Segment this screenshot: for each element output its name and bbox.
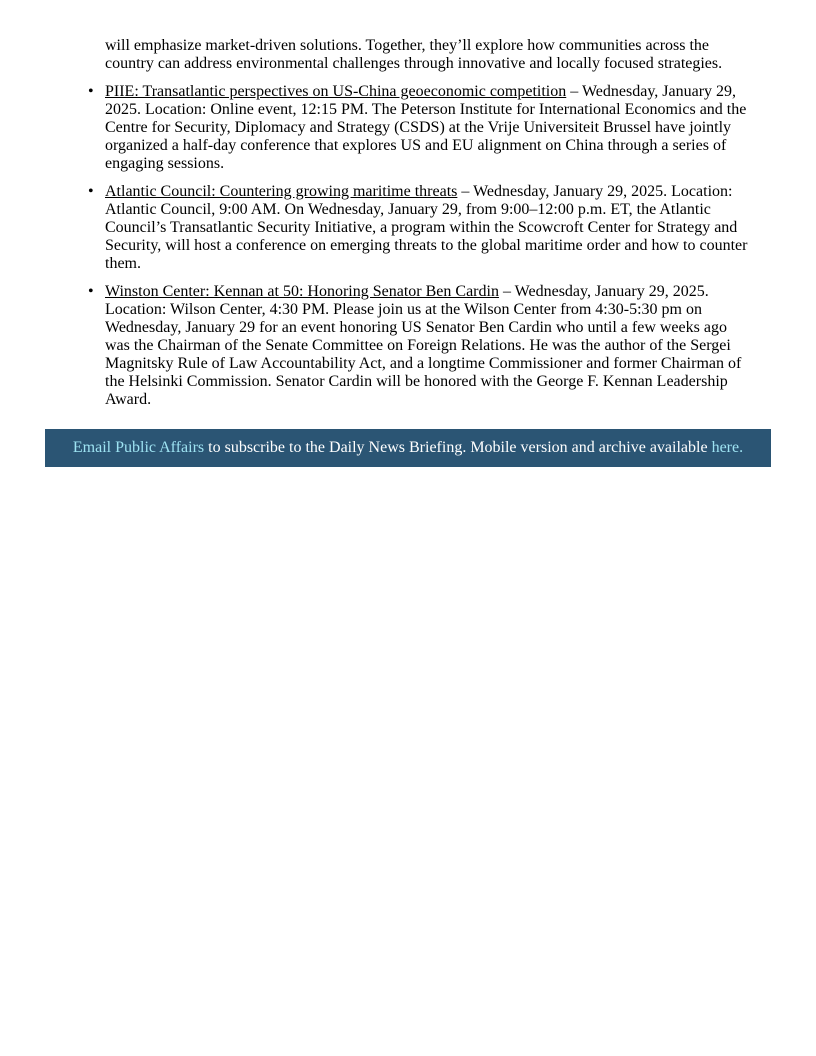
bullet-icon: • (88, 283, 94, 300)
footer-text: to subscribe to the Daily News Briefing. Mobile version and archive available (204, 439, 712, 456)
event-description: – Wednesday, January 29, 2025. Location: Online event, 12:15 PM. The Peterson Institute for International Economics and the Centre for Security, Diplomacy and Strategy (CSDS) at the Vrije Universiteit Brussel have jointly organized a half-day conference that explores US and EU alignment on China through a series of engaging sessions. (105, 83, 747, 172)
event-link-piie[interactable]: PIIE: Transatlantic perspectives on US-China geoeconomic competition (105, 83, 567, 100)
event-description: – Wednesday, January 29, 2025. Location: Wilson Center, 4:30 PM. Please join us at the Wilson Center from 4:30-5:30 pm on Wednesday, January 29 for an event honoring US Senator Ben Cardin who until a few weeks ago was the Chairman of the Senate Committee on Foreign Relations. He was the author of the Sergei Magnitsky Rule of Law Accountability Act, and a longtime Commissioner and former Chairman of the Helsinki Commission. Senator Cardin will be honored with the George F. Kennan Leadership Award. (105, 283, 742, 408)
event-item-wilson-center (88, 283, 755, 409)
events-list (0, 83, 816, 409)
event-item-piie (88, 83, 755, 173)
bullet-icon: • (88, 183, 94, 200)
bullet-icon: • (88, 83, 94, 100)
event-description: – Wednesday, January 29, 2025. Location: Atlantic Council, 9:00 AM. On Wednesday, January 29, from 9:00–12:00 p.m. ET, the Atlantic Council’s Transatlantic Security Initiative, a program within the Scowcroft Center for Strategy and Security, will host a conference on emerging threats to the global maritime order and how to counter them. (105, 183, 748, 272)
event-item-atlantic-council (88, 183, 755, 273)
subscribe-footer-bar (45, 429, 771, 467)
intro-continuation-paragraph: will emphasize market-driven solutions. Together, they’ll explore how communities across the country can address environmental challenges through innovative and locally focused strategies. (105, 37, 723, 72)
event-link-wilson-center[interactable]: Winston Center: Kennan at 50: Honoring Senator Ben Cardin (105, 283, 499, 300)
event-link-atlantic-council[interactable]: Atlantic Council: Countering growing maritime threats (105, 183, 458, 200)
email-public-affairs-link[interactable]: Email Public Affairs (72, 439, 205, 456)
archive-here-link[interactable]: here. (711, 439, 744, 456)
briefing-content (0, 37, 816, 419)
